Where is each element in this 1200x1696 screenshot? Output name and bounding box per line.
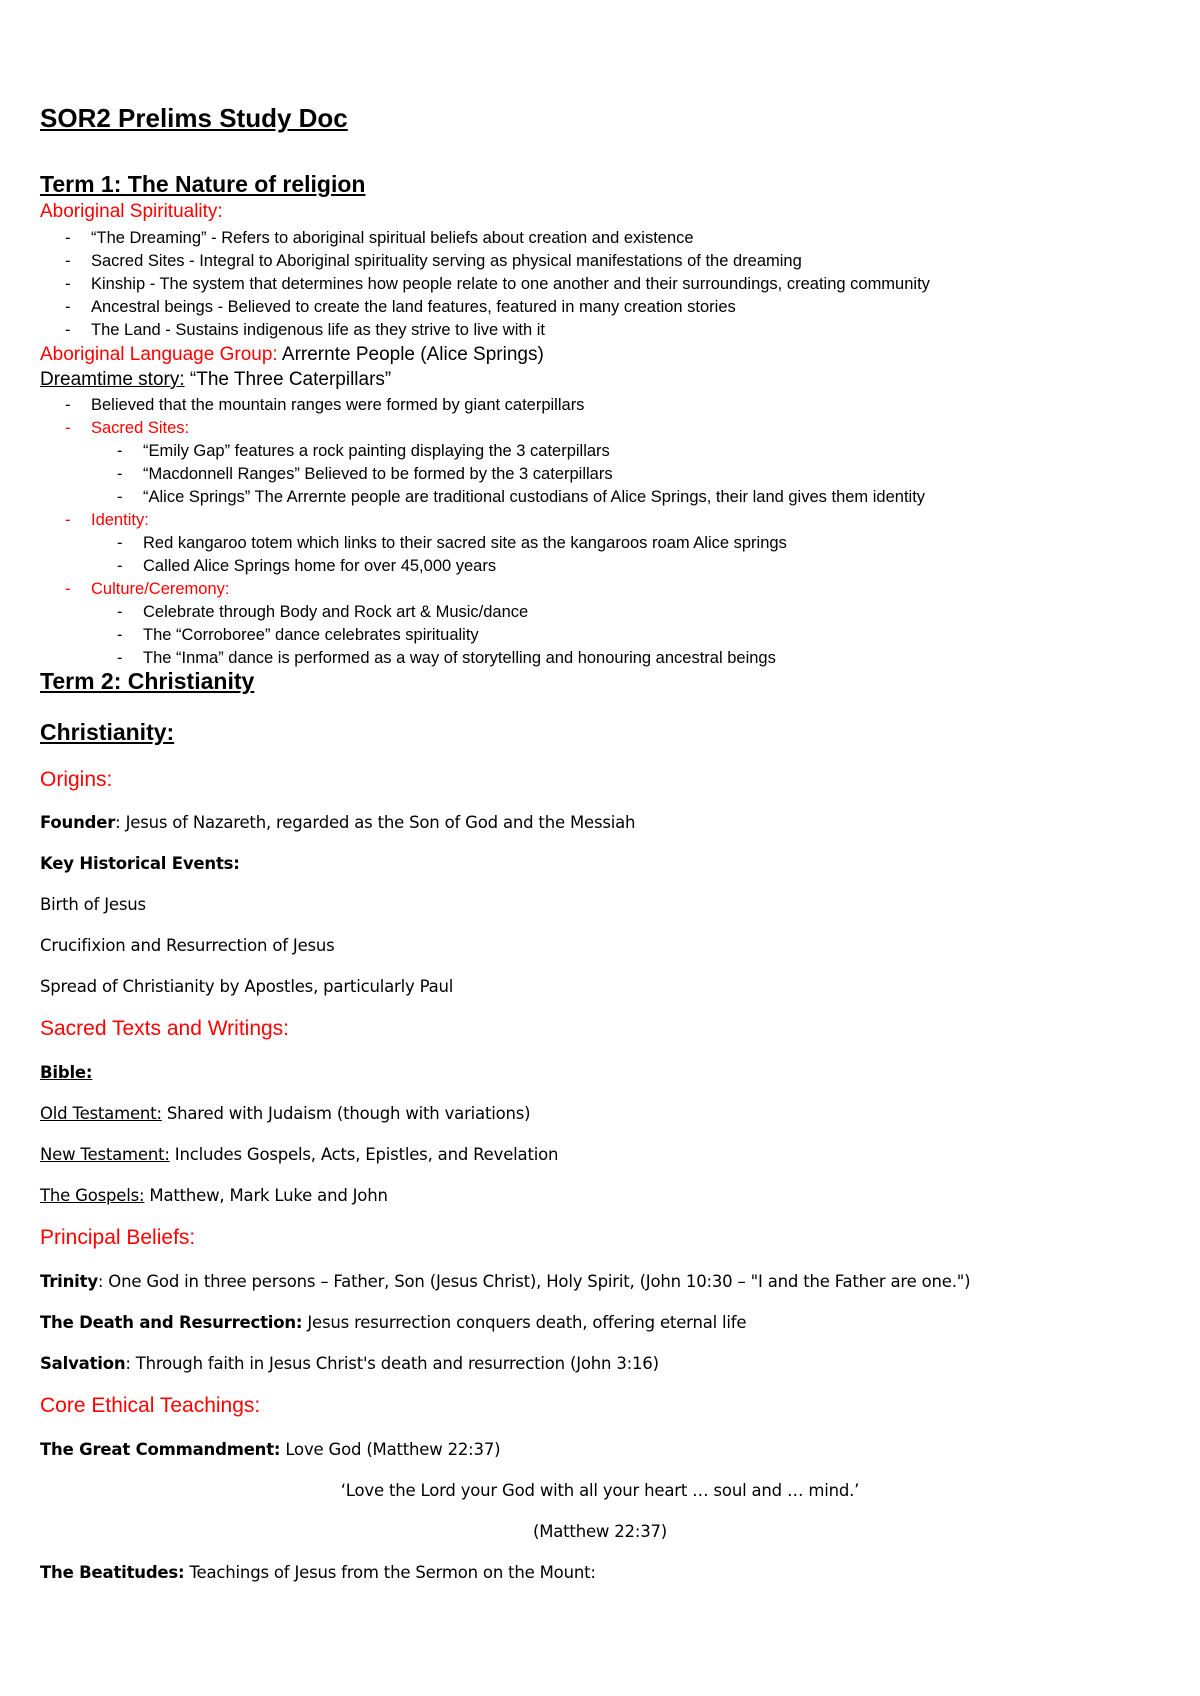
bullet-dash: - bbox=[117, 534, 123, 552]
bullet-dash: - bbox=[117, 488, 123, 506]
bullet-dash: - bbox=[117, 557, 123, 575]
bullet-dash: - bbox=[65, 298, 71, 316]
bullet-dash: - bbox=[65, 321, 71, 339]
trinity-text: : One God in three persons – Father, Son (Jesus Christ), Holy Spirit, (John 10:30 – "I and the Father are one.") bbox=[97, 1272, 971, 1291]
new-testament-text: Includes Gospels, Acts, Epistles, and Revelation bbox=[169, 1145, 559, 1164]
key-events-label: Key Historical Events: bbox=[40, 854, 240, 873]
beatitudes-label: The Beatitudes: bbox=[40, 1563, 185, 1582]
new-testament-line bbox=[40, 1145, 558, 1164]
bullet-dash: - bbox=[65, 580, 71, 598]
list-item-text: “The Dreaming” - Refers to aboriginal spiritual beliefs about creation and existence bbox=[91, 229, 694, 247]
trinity-line bbox=[40, 1272, 970, 1291]
list-item-text: “Alice Springs” The Arrernte people are traditional custodians of Alice Springs, their land gives them identity bbox=[143, 488, 926, 506]
sacred-texts-heading: Sacred Texts and Writings: bbox=[40, 1017, 290, 1040]
key-event-item: Crucifixion and Resurrection of Jesus bbox=[40, 936, 335, 955]
salvation-line bbox=[40, 1354, 659, 1373]
salvation-label: Salvation bbox=[40, 1354, 126, 1373]
bullet-dash: - bbox=[117, 603, 123, 621]
bullet-dash: - bbox=[117, 442, 123, 460]
bullet-dash: - bbox=[65, 229, 71, 247]
dreamtime-label: Dreamtime story: bbox=[40, 369, 185, 390]
sacred-sites-label: Sacred Sites: bbox=[91, 419, 190, 437]
christianity-heading: Christianity: bbox=[40, 719, 175, 745]
list-item-text: “Macdonnell Ranges” Believed to be formed by the 3 caterpillars bbox=[143, 465, 613, 483]
gospels-line bbox=[40, 1186, 388, 1205]
beliefs-heading: Principal Beliefs: bbox=[40, 1226, 196, 1249]
bullet-dash: - bbox=[65, 511, 71, 529]
commandment-line bbox=[40, 1440, 500, 1459]
gospels-text: Matthew, Mark Luke and John bbox=[144, 1186, 388, 1205]
bullet-dash: - bbox=[117, 649, 123, 667]
old-testament-label: Old Testament: bbox=[40, 1104, 162, 1123]
list-item-text: The “Corroboree” dance celebrates spirituality bbox=[143, 626, 479, 644]
dreamtime-line bbox=[40, 369, 391, 391]
origins-heading: Origins: bbox=[40, 768, 113, 791]
list-item-text: Ancestral beings - Believed to create the land features, featured in many creation stories bbox=[91, 298, 736, 316]
list-item-text: Sacred Sites - Integral to Aboriginal spirituality serving as physical manifestations of the dreaming bbox=[91, 252, 802, 270]
dreamtime-value: “The Three Caterpillars” bbox=[184, 369, 392, 390]
bullet-dash: - bbox=[117, 465, 123, 483]
list-item-text: Believed that the mountain ranges were formed by giant caterpillars bbox=[91, 396, 585, 414]
language-group-label: Aboriginal Language Group: bbox=[40, 344, 278, 365]
language-group-line bbox=[40, 344, 544, 366]
bullet-dash: - bbox=[65, 275, 71, 293]
salvation-text: : Through faith in Jesus Christ's death and resurrection (John 3:16) bbox=[125, 1354, 659, 1373]
ethics-heading: Core Ethical Teachings: bbox=[40, 1394, 261, 1417]
beatitudes-line bbox=[40, 1563, 596, 1582]
list-item-text: Called Alice Springs home for over 45,000 years bbox=[143, 557, 497, 575]
bullet-dash: - bbox=[65, 396, 71, 414]
list-item-text: Red kangaroo totem which links to their sacred site as the kangaroos roam Alice springs bbox=[143, 534, 787, 552]
commandment-text: Love God (Matthew 22:37) bbox=[280, 1440, 501, 1459]
death-resurrection-text: Jesus resurrection conquers death, offering eternal life bbox=[302, 1313, 747, 1332]
founder-line bbox=[40, 813, 635, 832]
bible-label: Bible: bbox=[40, 1063, 93, 1082]
list-item-text: Celebrate through Body and Rock art & Music/dance bbox=[143, 603, 529, 621]
scripture-quote: ‘Love the Lord your God with all your heart … soul and … mind.’ bbox=[340, 1481, 860, 1500]
beatitudes-text: Teachings of Jesus from the Sermon on the Mount: bbox=[184, 1563, 596, 1582]
gospels-label: The Gospels: bbox=[40, 1186, 145, 1205]
new-testament-label: New Testament: bbox=[40, 1145, 170, 1164]
key-event-item: Birth of Jesus bbox=[40, 895, 146, 914]
commandment-label: The Great Commandment: bbox=[40, 1440, 281, 1459]
list-item-text: The “Inma” dance is performed as a way of storytelling and honouring ancestral beings bbox=[143, 649, 776, 667]
culture-label: Culture/Ceremony: bbox=[91, 580, 230, 598]
list-item-text: “Emily Gap” features a rock painting displaying the 3 caterpillars bbox=[143, 442, 610, 460]
old-testament-text: Shared with Judaism (though with variations) bbox=[161, 1104, 531, 1123]
spirituality-heading: Aboriginal Spirituality: bbox=[40, 201, 223, 222]
key-event-item: Spread of Christianity by Apostles, particularly Paul bbox=[40, 977, 454, 996]
language-group-value: Arrernte People (Alice Springs) bbox=[277, 344, 544, 365]
death-resurrection-line bbox=[40, 1313, 746, 1332]
founder-text: : Jesus of Nazareth, regarded as the Son of God and the Messiah bbox=[115, 813, 636, 832]
term1-heading: Term 1: The Nature of religion bbox=[40, 171, 366, 197]
trinity-label: Trinity bbox=[40, 1272, 98, 1291]
bullet-dash: - bbox=[65, 252, 71, 270]
document-title: SOR2 Prelims Study Doc bbox=[40, 103, 348, 133]
list-item-text: Kinship - The system that determines how people relate to one another and their surroundings, creating community bbox=[91, 275, 930, 293]
bullet-dash: - bbox=[117, 626, 123, 644]
founder-label: Founder bbox=[40, 813, 116, 832]
term2-heading: Term 2: Christianity bbox=[40, 668, 255, 694]
old-testament-line bbox=[40, 1104, 530, 1123]
scripture-reference: (Matthew 22:37) bbox=[532, 1522, 668, 1541]
list-item-text: The Land - Sustains indigenous life as they strive to live with it bbox=[91, 321, 545, 339]
bullet-dash: - bbox=[65, 419, 71, 437]
death-resurrection-label: The Death and Resurrection: bbox=[40, 1313, 303, 1332]
identity-label: Identity: bbox=[91, 511, 149, 529]
